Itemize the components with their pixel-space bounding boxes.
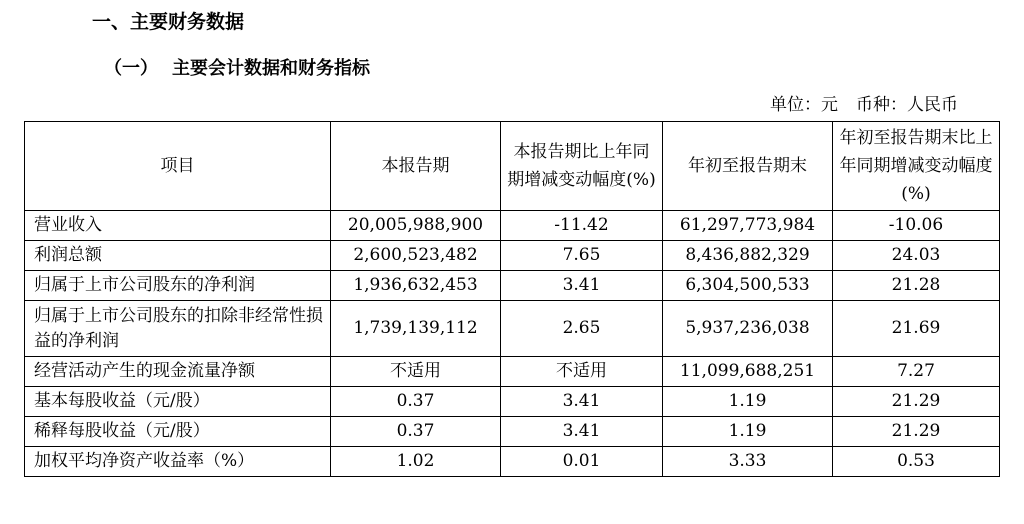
subsection-title: 主要会计数据和财务指标	[172, 58, 370, 79]
subsection-heading	[104, 55, 370, 83]
unit-currency-line	[770, 93, 958, 117]
row-current: 20,005,988,900	[331, 211, 501, 241]
row-item: 归属于上市公司股东的扣除非经常性损益的净利润	[25, 301, 331, 357]
row-ytd: 61,297,773,984	[663, 211, 833, 241]
row-item: 利润总额	[25, 241, 331, 271]
row-item: 基本每股收益（元/股）	[25, 387, 331, 417]
row-item: 经营活动产生的现金流量净额	[25, 357, 331, 387]
row-current-change: 2.65	[501, 301, 663, 357]
row-current-change: 不适用	[501, 357, 663, 387]
header-ytd: 年初至报告期末	[663, 122, 833, 211]
row-ytd: 3.33	[663, 447, 833, 477]
header-current-change: 本报告期比上年同期增减变动幅度(%)	[501, 122, 663, 211]
header-item: 项目	[25, 122, 331, 211]
row-ytd-change: 21.69	[833, 301, 1000, 357]
row-current-change: 3.41	[501, 387, 663, 417]
row-ytd: 8,436,882,329	[663, 241, 833, 271]
section-title: 一、主要财务数据	[92, 11, 245, 33]
row-item: 加权平均净资产收益率（%）	[25, 447, 331, 477]
row-current: 不适用	[331, 357, 501, 387]
row-current-change: 7.65	[501, 241, 663, 271]
table-row	[25, 447, 1000, 477]
row-ytd-change: 21.29	[833, 417, 1000, 447]
table-row	[25, 417, 1000, 447]
table-header-row	[25, 122, 1000, 211]
row-current: 1,936,632,453	[331, 271, 501, 301]
table-row	[25, 387, 1000, 417]
table-row	[25, 211, 1000, 241]
row-ytd-change: 0.53	[833, 447, 1000, 477]
row-ytd: 6,304,500,533	[663, 271, 833, 301]
row-current-change: 3.41	[501, 417, 663, 447]
row-ytd-change: -10.06	[833, 211, 1000, 241]
row-current: 0.37	[331, 387, 501, 417]
row-ytd: 1.19	[663, 387, 833, 417]
subsection-number: （一）	[104, 58, 158, 79]
row-current-change: 3.41	[501, 271, 663, 301]
header-current-period: 本报告期	[331, 122, 501, 211]
table-row	[25, 241, 1000, 271]
row-current: 1.02	[331, 447, 501, 477]
row-current-change: -11.42	[501, 211, 663, 241]
table-row	[25, 357, 1000, 387]
currency-label: 币种：人民币	[856, 95, 958, 115]
row-current: 2,600,523,482	[331, 241, 501, 271]
row-current: 1,739,139,112	[331, 301, 501, 357]
row-ytd: 5,937,236,038	[663, 301, 833, 357]
table-row	[25, 271, 1000, 301]
row-ytd: 11,099,688,251	[663, 357, 833, 387]
row-item: 归属于上市公司股东的净利润	[25, 271, 331, 301]
row-ytd-change: 7.27	[833, 357, 1000, 387]
financial-data-table	[24, 121, 1000, 477]
table-row	[25, 301, 1000, 357]
row-ytd: 1.19	[663, 417, 833, 447]
row-ytd-change: 21.29	[833, 387, 1000, 417]
row-ytd-change: 21.28	[833, 271, 1000, 301]
unit-label: 单位：元	[770, 95, 838, 115]
row-ytd-change: 24.03	[833, 241, 1000, 271]
row-current-change: 0.01	[501, 447, 663, 477]
row-current: 0.37	[331, 417, 501, 447]
header-ytd-change: 年初至报告期末比上年同期增减变动幅度(%)	[833, 122, 1000, 211]
row-item: 营业收入	[25, 211, 331, 241]
row-item: 稀释每股收益（元/股）	[25, 417, 331, 447]
